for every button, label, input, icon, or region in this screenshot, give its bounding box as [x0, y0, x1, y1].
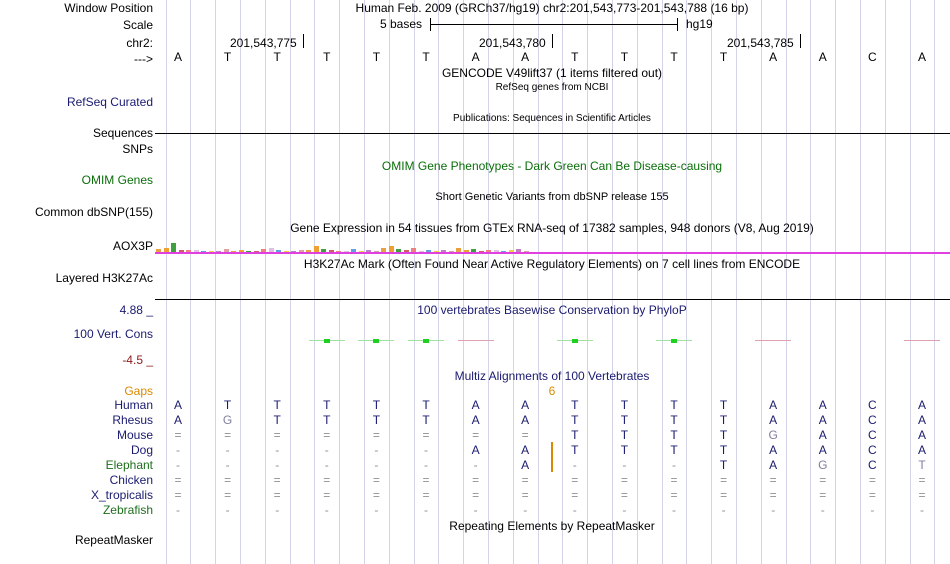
position-tick-mark-3 [800, 34, 801, 48]
alignment-base: = [224, 473, 232, 487]
species-label-x_tropicalis[interactable]: X_tropicalis [90, 488, 153, 502]
window-position-label: Window Position [64, 1, 153, 15]
alignment-base: A [521, 443, 530, 457]
alignment-base: = [819, 473, 827, 487]
grid-line [761, 0, 762, 564]
alignment-base: = [620, 473, 628, 487]
alignment-base: - [523, 503, 528, 517]
alignment-base: = [224, 428, 232, 442]
alignment-base: - [672, 458, 676, 472]
alignment-base: - [424, 503, 428, 517]
scale-value: 5 bases [380, 17, 423, 31]
alignment-base: - [275, 443, 280, 457]
alignment-base: A [521, 398, 530, 412]
alignment-base: = [273, 473, 281, 487]
publications-track-title[interactable]: Publications: Sequences in Scientific Articles [453, 113, 651, 124]
alignment-base: - [572, 503, 577, 517]
alignment-base: - [771, 503, 776, 517]
gtex-baseline [155, 252, 950, 254]
species-label-chicken[interactable]: Chicken [109, 473, 153, 487]
alignment-base: = [472, 488, 480, 502]
alignment-base: = [571, 488, 579, 502]
alignment-base: - [225, 503, 230, 517]
alignment-base: - [920, 503, 924, 517]
grid-line [339, 0, 340, 564]
alignment-base: T [273, 398, 281, 412]
alignment-base: = [372, 473, 380, 487]
alignment-base: = [372, 488, 380, 502]
alignment-base: - [870, 503, 875, 517]
alignment-base: T [620, 398, 629, 412]
phylop-baseline-segment [458, 340, 494, 341]
window-position-value: Human Feb. 2009 (GRCh37/hg19) chr2:201,543,773-201,543,788 (16 bp) [355, 1, 749, 15]
position-tick-2: 201,543,780 [479, 36, 546, 50]
reference-base: T [273, 50, 281, 64]
sequences-divider [155, 133, 950, 134]
dbsnp-track-title[interactable]: Short Genetic Variants from dbSNP release 155 [435, 191, 669, 203]
alignment-base: = [323, 428, 331, 442]
phylop-mark [373, 339, 379, 343]
alignment-base: T [323, 398, 331, 412]
alignment-base: = [819, 488, 827, 502]
position-tick-mark-1 [303, 34, 304, 48]
grid-line [934, 0, 935, 564]
alignment-base: T [719, 443, 728, 457]
alignment-base: = [273, 488, 281, 502]
alignment-base: A [818, 398, 827, 412]
reference-base: A [173, 50, 182, 64]
alignment-base: = [174, 428, 182, 442]
refseq-track-subtitle[interactable]: RefSeq genes from NCBI [495, 82, 609, 93]
alignment-base: = [273, 428, 281, 442]
reference-base: A [818, 50, 827, 64]
gtex-track-title[interactable]: Gene Expression in 54 tissues from GTEx RNA-seq of 17382 samples, 948 donors (V8, Aug 2019) [290, 221, 814, 235]
reference-base: A [471, 50, 480, 64]
alignment-base: - [721, 503, 726, 517]
reference-base: T [719, 50, 728, 64]
grid-line [389, 0, 390, 564]
phylop-track-label[interactable]: 100 Vert. Cons [73, 327, 153, 341]
alignment-base: A [521, 413, 530, 427]
reference-base: A [769, 50, 778, 64]
alignment-base: T [422, 413, 430, 427]
scale-bar-left-tick [430, 18, 431, 31]
alignment-base: = [670, 488, 678, 502]
phylop-mark [572, 339, 578, 343]
grid-line [662, 0, 663, 564]
alignment-base: A [818, 413, 827, 427]
grid-line [835, 0, 836, 564]
alignment-base: T [918, 458, 926, 472]
alignment-base: T [422, 398, 430, 412]
phylop-mark [671, 339, 677, 343]
grid-line [488, 0, 489, 564]
alignment-base: - [622, 458, 627, 472]
reference-base: T [323, 50, 331, 64]
alignment-base: A [917, 443, 926, 457]
alignment-base: A [769, 413, 778, 427]
reference-base: T [620, 50, 629, 64]
alignment-base: = [472, 473, 480, 487]
grid-line [885, 0, 886, 564]
position-tick-3: 201,543,785 [727, 36, 794, 50]
grid-line [438, 0, 439, 564]
scale-label: Scale [122, 18, 153, 32]
h3k27ac-track-label[interactable]: Layered H3K27Ac [55, 271, 153, 285]
alignment-base: G [818, 458, 828, 472]
h3k27ac-track-title[interactable]: H3K27Ac Mark (Often Found Near Active Regulatory Elements) on 7 cell lines from ENCODE [303, 257, 801, 271]
alignment-base: - [275, 458, 280, 472]
scale-bar-right-tick [677, 18, 678, 31]
alignment-base: = [521, 488, 529, 502]
alignment-base: T [571, 413, 579, 427]
phylop-mark [324, 339, 330, 343]
alignment-base: A [471, 413, 480, 427]
phylop-min-label: -4.5 _ [122, 353, 153, 367]
alignment-base: - [820, 503, 825, 517]
alignment-base: = [918, 488, 926, 502]
alignment-base: = [720, 473, 728, 487]
alignment-base: - [225, 443, 230, 457]
alignment-base: = [521, 428, 529, 442]
grid-line [240, 0, 241, 564]
reference-base: T [223, 50, 232, 64]
alignment-base: T [719, 458, 728, 472]
alignment-base: T [372, 398, 381, 412]
alignment-base: - [672, 503, 676, 517]
reference-base: T [422, 50, 430, 64]
grid-line [265, 0, 266, 564]
alignment-base: T [719, 413, 728, 427]
grid-line [860, 0, 861, 564]
phylop-mark [423, 339, 429, 343]
grid-line [314, 0, 315, 564]
alignment-base: - [176, 503, 180, 517]
alignment-base: T [670, 443, 678, 457]
gap-count: 6 [548, 384, 556, 398]
alignment-base: T [670, 398, 678, 412]
position-tick-1: 201,543,775 [230, 36, 297, 50]
position-tick-mark-2 [552, 34, 553, 48]
alignment-base: A [917, 413, 926, 427]
alignment-base: G [222, 413, 233, 427]
alignment-base: = [521, 473, 529, 487]
strand-label: ---> [134, 52, 153, 66]
alignment-base: - [176, 458, 180, 472]
alignment-base: - [622, 503, 627, 517]
chrom-label: chr2: [126, 36, 153, 50]
species-label-dog[interactable]: Dog [130, 443, 153, 457]
phylop-track-title[interactable]: 100 vertebrates Basewise Conservation by PhyloP [417, 303, 687, 317]
alignment-base: T [323, 413, 331, 427]
alignment-base: T [571, 443, 579, 457]
alignment-base: = [174, 473, 182, 487]
grid-line [463, 0, 464, 564]
dbsnp-track-label[interactable]: Common dbSNP(155) [34, 205, 153, 219]
grid-line [810, 0, 811, 564]
phylop-baseline-segment [904, 340, 940, 341]
alignment-base: - [374, 503, 379, 517]
alignment-base: = [769, 488, 777, 502]
alignment-base: = [868, 488, 876, 502]
grid-line [612, 0, 613, 564]
h3k27ac-divider [155, 299, 950, 300]
omim-track-label[interactable]: OMIM Genes [81, 173, 153, 187]
alignment-base: = [720, 488, 728, 502]
omim-track-title[interactable]: OMIM Gene Phenotypes - Dark Green Can Be Disease-causing [381, 159, 723, 173]
alignment-base: = [372, 428, 380, 442]
species-label-mouse[interactable]: Mouse [116, 428, 153, 442]
grid-line [637, 0, 638, 564]
alignment-base: T [719, 428, 728, 442]
alignment-base: T [670, 413, 678, 427]
grid-line [910, 0, 911, 564]
alignment-base: A [173, 398, 182, 412]
alignment-base: A [769, 458, 778, 472]
alignment-base: - [275, 503, 280, 517]
grid-line [364, 0, 365, 564]
sequences-label[interactable]: Sequences [92, 126, 153, 140]
phylop-baseline-segment [755, 340, 791, 341]
alignment-base: = [422, 473, 430, 487]
alignment-base: - [324, 458, 329, 472]
grid-line [190, 0, 191, 564]
alignment-base: C [868, 458, 877, 472]
alignment-base: - [424, 443, 428, 457]
alignment-base: - [374, 443, 379, 457]
alignment-base: - [324, 503, 329, 517]
gtex-bar[interactable] [171, 243, 176, 252]
gencode-track-title[interactable]: GENCODE V49lift37 (1 items filtered out) [441, 66, 663, 80]
alignment-base: A [818, 428, 827, 442]
alignment-base: - [176, 443, 180, 457]
reference-base: T [670, 50, 678, 64]
alignment-base: = [224, 488, 232, 502]
grid-line [736, 0, 737, 564]
alignment-base: - [324, 443, 329, 457]
alignment-base: C [868, 428, 877, 442]
refseq-track-label[interactable]: RefSeq Curated [66, 95, 153, 109]
alignment-base: G [768, 428, 778, 442]
repeatmasker-track-title[interactable]: Repeating Elements by RepeatMasker [449, 519, 655, 533]
alignment-base: A [471, 398, 480, 412]
alignment-base: = [571, 473, 579, 487]
alignment-base: = [670, 473, 678, 487]
species-label-zebrafish[interactable]: Zebrafish [102, 503, 153, 517]
alignment-base: T [223, 398, 232, 412]
gtex-gene-label[interactable]: AOX3P [112, 239, 153, 253]
alignment-base: - [473, 458, 478, 472]
grid-line [414, 0, 415, 564]
alignment-base: - [374, 458, 379, 472]
alignment-base: - [473, 503, 478, 517]
grid-line [786, 0, 787, 564]
grid-line [290, 0, 291, 564]
reference-base: A [521, 50, 530, 64]
alignment-base: T [571, 398, 579, 412]
alignment-base: - [572, 458, 577, 472]
alignment-base: T [372, 413, 381, 427]
alignment-base: T [620, 443, 629, 457]
grid-line [166, 0, 167, 564]
alignment-base: = [174, 488, 182, 502]
alignment-base: = [472, 428, 480, 442]
species-label-rhesus[interactable]: Rhesus [112, 413, 153, 427]
alignment-base: A [818, 443, 827, 457]
alignment-base: - [424, 458, 428, 472]
gap-insertion-marker [551, 442, 553, 472]
alignment-base: C [868, 398, 877, 412]
alignment-base: = [323, 473, 331, 487]
alignment-base: T [620, 413, 629, 427]
grid-line [686, 0, 687, 564]
scale-assembly: hg19 [686, 17, 713, 31]
alignment-base: A [521, 458, 530, 472]
alignment-base: A [173, 413, 182, 427]
alignment-base: = [769, 473, 777, 487]
grid-line [215, 0, 216, 564]
grid-line [711, 0, 712, 564]
repeatmasker-track-label[interactable]: RepeatMasker [74, 533, 153, 547]
phylop-max-label: 4.88 _ [119, 303, 153, 317]
alignment-base: A [769, 398, 778, 412]
alignment-base: = [918, 473, 926, 487]
species-label-human[interactable]: Human [114, 398, 153, 412]
alignment-base: = [323, 488, 331, 502]
alignment-base: = [868, 473, 876, 487]
reference-base: T [571, 50, 579, 64]
multiz-track-title[interactable]: Multiz Alignments of 100 Vertebrates [454, 369, 650, 383]
alignment-base: T [719, 398, 728, 412]
alignment-base: - [225, 458, 230, 472]
gaps-label: Gaps [124, 384, 153, 398]
alignment-base: A [917, 398, 926, 412]
snps-label[interactable]: SNPs [122, 142, 153, 156]
reference-base: A [917, 50, 926, 64]
alignment-base: C [868, 443, 877, 457]
alignment-base: = [422, 488, 430, 502]
alignment-base: T [670, 428, 678, 442]
alignment-base: T [620, 428, 629, 442]
alignment-base: A [769, 443, 778, 457]
scale-bar [430, 24, 678, 25]
species-label-elephant[interactable]: Elephant [105, 458, 153, 472]
alignment-base: T [571, 428, 579, 442]
reference-base: T [372, 50, 381, 64]
alignment-base: A [471, 443, 480, 457]
alignment-base: T [273, 413, 281, 427]
alignment-base: C [868, 413, 877, 427]
alignment-base: = [422, 428, 430, 442]
alignment-base: = [620, 488, 628, 502]
reference-base: C [868, 50, 877, 64]
alignment-base: A [917, 428, 926, 442]
